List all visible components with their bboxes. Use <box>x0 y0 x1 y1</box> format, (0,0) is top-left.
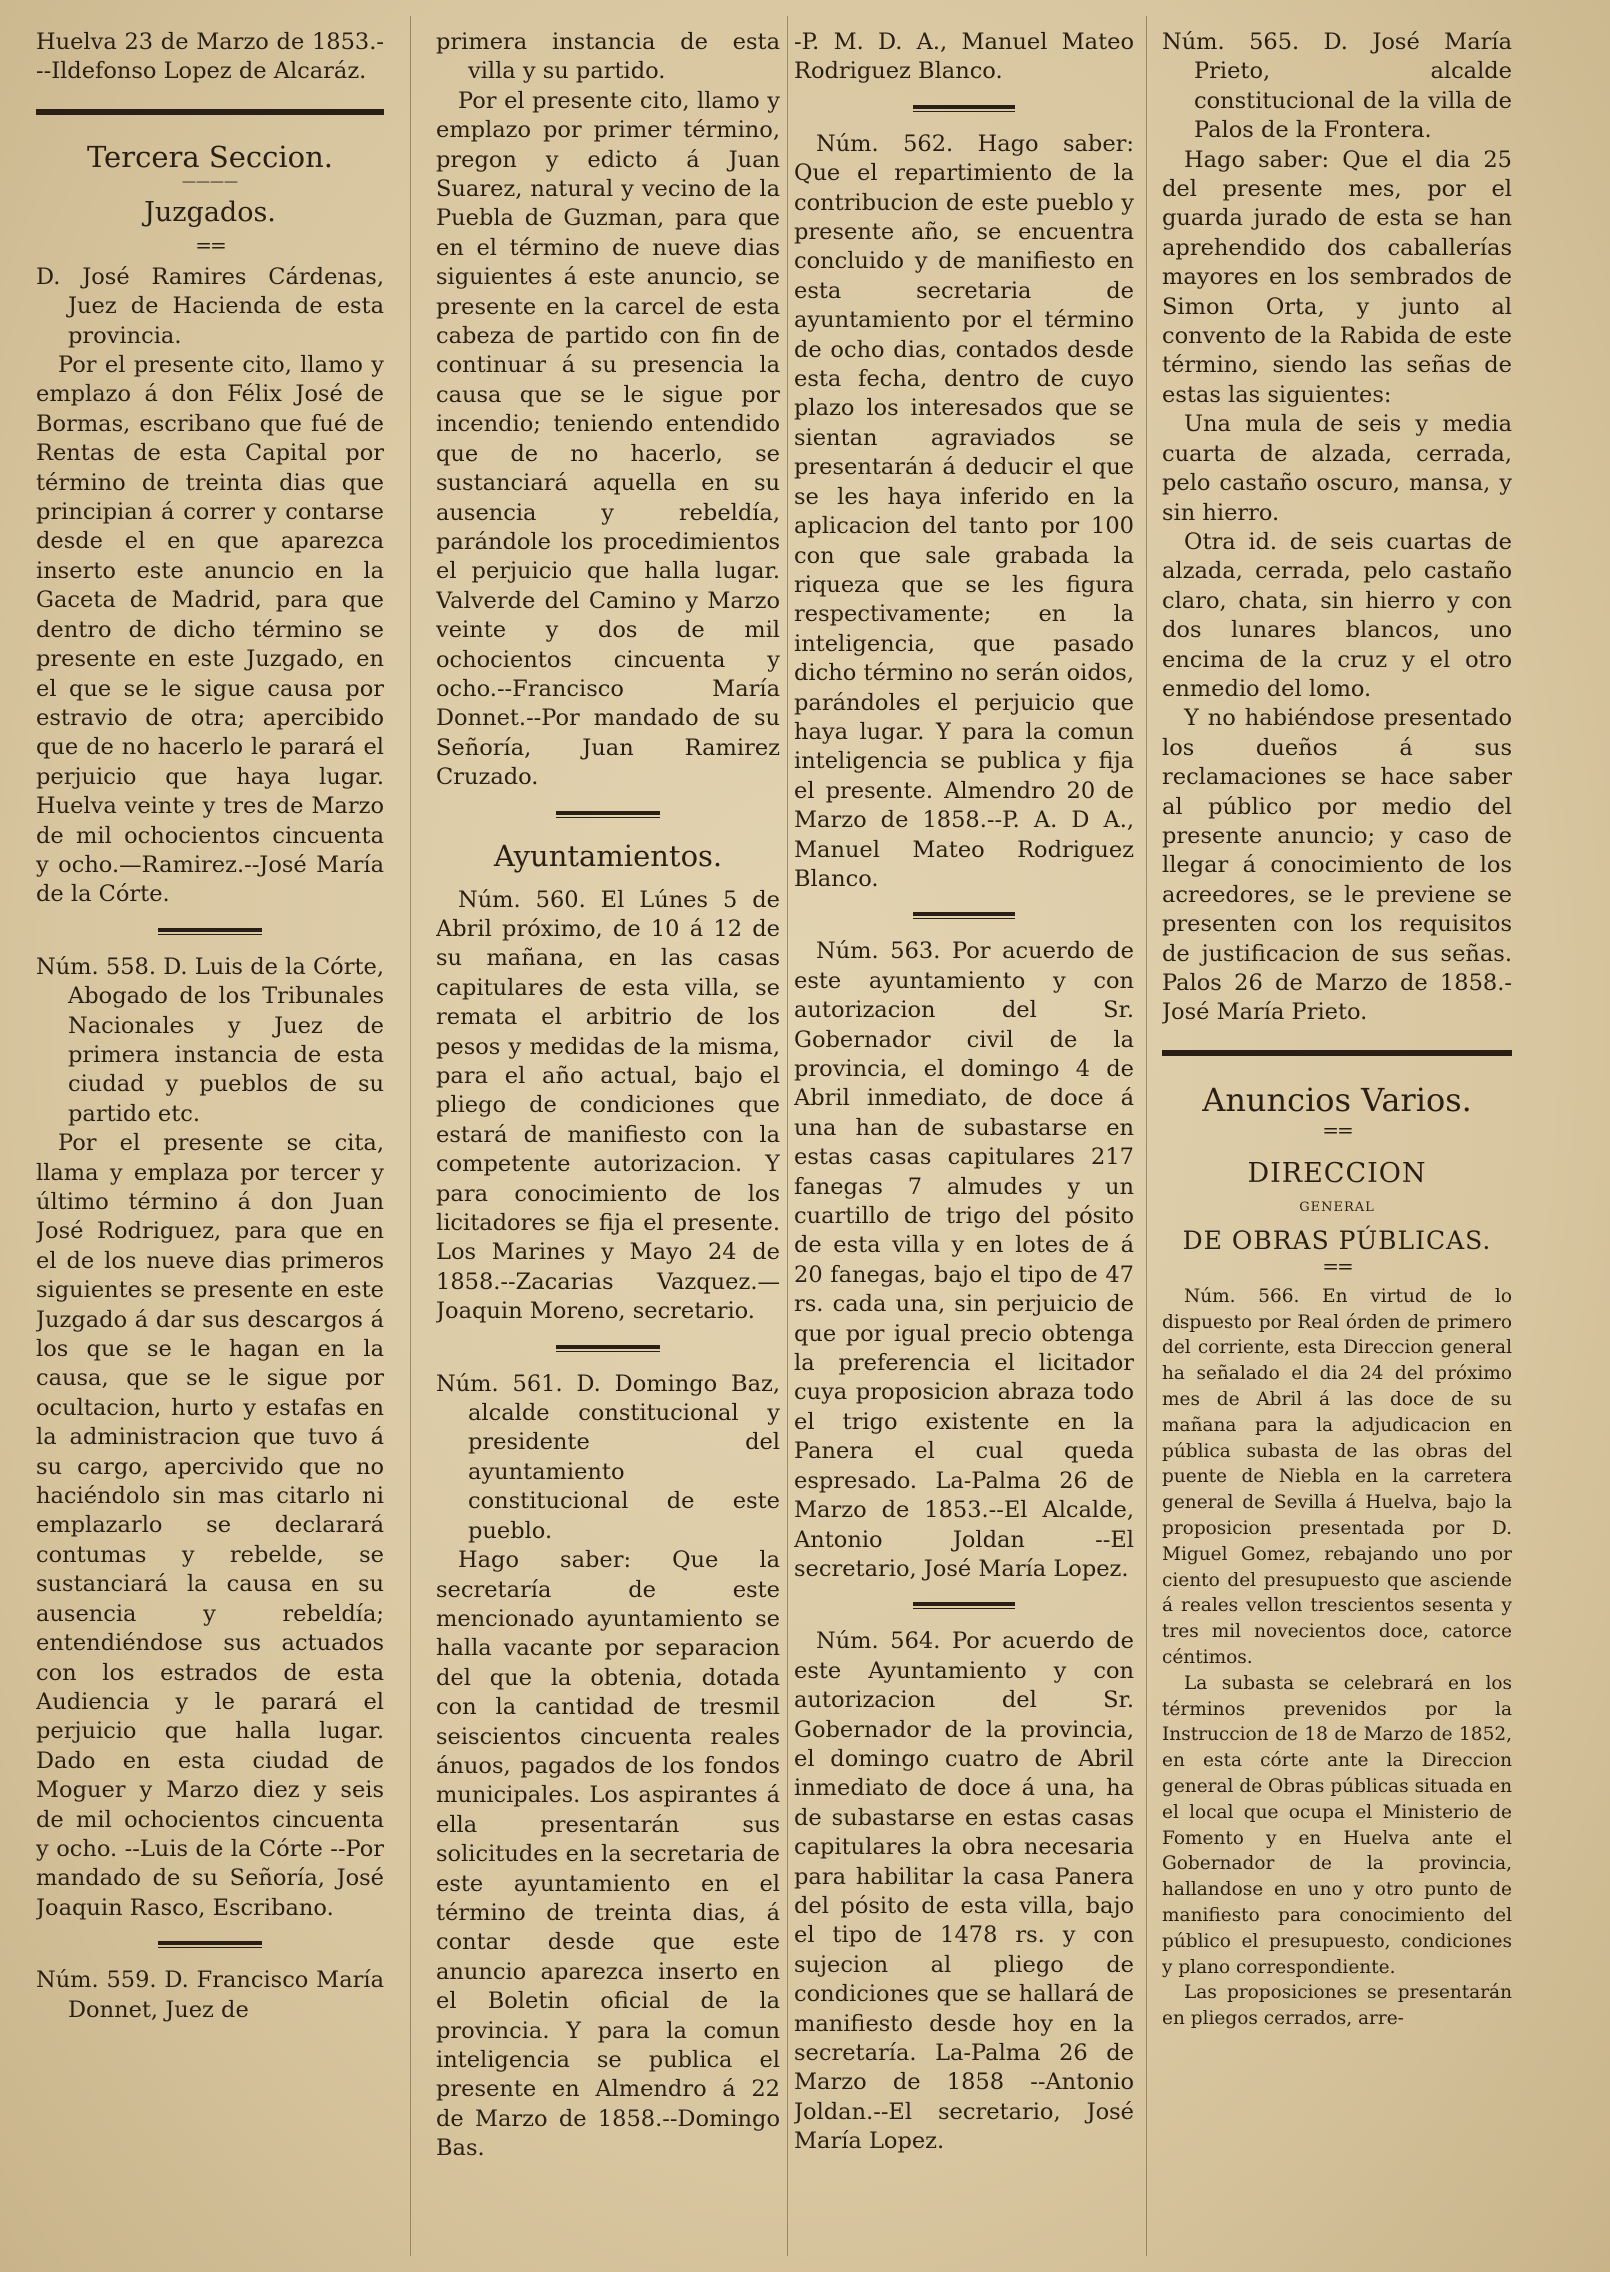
obras-heading: DE OBRAS PÚBLICAS. <box>1182 1225 1492 1255</box>
section-title: Ayuntamientos. <box>493 838 723 873</box>
notice-body: Núm. 566. En virtud de lo dispuesto por Real órden de primero del corriente, esta Direccion general ha señalado el dia 24 del próximo mes de Abril á las doce de su mañana para la adjudicacion en pública subasta de las obras del puente de Niebla en la carretera general de Sevilla á Huelva, bajo la proposicion presentada por D. Miguel Gomez, rebajando uno por ciento del presupuesto que asciende á reales vellon trescientos sesenta y tres mil novecientos doce, catorce céntimos. <box>1162 1285 1512 1668</box>
notice-body: Por el presente cito, llamo y emplazo por primer término, pregon y edicto á Juan Suarez, natural y vecino de la Puebla de Guzman, para que en el término de nueve dias siguientes á este anuncio, se presente en la carcel de esta cabeza de partido con fin de continuar á su presencia la causa que se le sigue por incendio; teniendo entendido que de no hacerlo, se sustanciará aquella en su ausencia y rebeldía, parándole los procedimientos el perjuicio que halla lugar. Valverde del Camino y Marzo veinte y dos de mil ochocientos cincuenta y ocho.--Francisco María Donnet.--Por mandado de su Señoría, Juan Ramirez Cruzado. <box>436 87 780 791</box>
notice-heading: Núm. 559. D. Francisco María Donnet, Juez de <box>36 1967 384 2023</box>
column-divider <box>1146 16 1147 2256</box>
notice-body: Y no habiéndose presentado los dueños á sus reclamaciones se hace saber al público por medio del presente anuncio; y caso de llegar á conocimiento de los acreedores, se le previene se presenten con los requisitos de justificacion de sus señas. Palos 26 de Marzo de 1858.-José María Prieto. <box>1162 705 1512 1026</box>
subsection-title: Juzgados. <box>144 196 276 228</box>
notice-continuation: primera instancia de esta villa y su partido. <box>436 29 780 85</box>
section-rule <box>1162 1050 1512 1056</box>
separator-rule <box>158 928 262 935</box>
separator-rule <box>556 811 659 818</box>
notice-body: Núm. 564. Por acuerdo de este Ayuntamiento y con autorizacion del Sr. Gobernador de la provincia, el domingo cuatro de Abril inmediato de doce á una, ha de subastarse en estas casas capitulares la obra necesaria para habilitar la casa Panera del pósito de esta villa, bajo el tipo de 1478 rs. y con sujecion al pliego de condiciones que se hallará de manifiesto desde hoy en la secretaría. La-Palma 26 de Marzo de 1858 --Antonio Joldan.--El secretario, José María Lopez. <box>794 1628 1134 2155</box>
section-title: Tercera Seccion. <box>86 139 334 174</box>
notice-heading: Núm. 565. D. José María Prieto, alcalde constitucional de la villa de Palos de la Frontera. <box>1162 29 1512 144</box>
dash-ornament: ———— <box>182 173 238 190</box>
notice-body: Una mula de seis y media cuarta de alzada, cerrada, pelo castaño oscuro, mansa, y sin hierro. <box>1162 411 1512 526</box>
notice-body: Las proposiciones se presentarán en pliegos cerrados, arre- <box>1162 1982 1512 2030</box>
notice-heading: Núm. 561. D. Domingo Baz, alcalde constitucional y presidente del ayuntamiento constitucional de este pueblo. <box>436 1370 780 1544</box>
equals-ornament: == <box>195 232 225 257</box>
notice-heading: Núm. 558. D. Luis de la Córte, Abogado de los Tribunales Nacionales y Juez de primera instancia de esta ciudad y pueblos de su partido etc. <box>36 953 384 1127</box>
section-title: Anuncios Varios. <box>1202 1080 1472 1119</box>
notice-body: Núm. 562. Hago saber: Que el repartimiento de la contribucion de este pueblo y presente año, se encuentra concluido y de manifiesto en esta secretaria de ayuntamiento por el término de ocho dias, contados desde esta fecha, dentro de cuyo plazo los interesados que se sientan agraviados se presentarán á deducir el que se les haya inferido en la aplicacion del tanto por 100 con que sale grabada la riqueza que se les figura respectivamente; en la inteligencia, que pasado dicho término no serán oidos, parándoles el perjuicio que haya lugar. Y para la comun inteligencia se publica y fija el presente. Almendro 20 de Marzo de 1858.--P. A. D A., Manuel Mateo Rodriguez Blanco. <box>794 130 1134 892</box>
column-3 <box>794 28 1134 2252</box>
separator-rule <box>158 1941 262 1948</box>
notice-body: Por el presente cito, llamo y emplazo á don Félix José de Bormas, escribano que fué de Rentas de esta Capital por término de treinta dias que principian á correr y contarse desde el en que aparezca inserto este anuncio en la Gaceta de Madrid, para que dentro de dicho término se presente en este Juzgado, en el que se le sigue causa por estravio de otra; apercibido que de no hacerlo le parará el perjuicio que haya lugar. Huelva veinte y tres de Marzo de mil ochocientos cincuenta y ocho.—Ramirez.--José María de la Córte. <box>36 352 384 908</box>
column-1 <box>36 28 384 2252</box>
notice-body: Núm. 563. Por acuerdo de este ayuntamiento y con autorizacion del Sr. Gobernador civil de la provincia, el domingo 4 de Abril inmediato, de doce á una han de subastarse en estas casas capitulares 217 fanegas 7 almudes y un cuartillo de trigo del pósito de esta villa y en lotes de á 20 fanegas, bajo el tipo de 47 rs. cada una, sin perjuicio de que por igual precio obtenga la preferencia el licitador cuya proposicion abraza todo el trigo existente en la Panera el cual queda espresado. La-Palma 26 de Marzo de 1853.--El Alcalde, Antonio Joldan --El secretario, José María Lopez. <box>794 938 1134 1582</box>
notice-body: Hago saber: Que la secretaría de este mencionado ayuntamiento se halla vacante por separacion del que la obtenia, dotada con la cantidad de tresmil seiscientos cincuenta reales ánuos, pagados de los fondos municipales. Los aspirantes á ella presentarán sus solicitudes en la secretaria de este ayuntamiento en el término de treinta dias, á contar desde que este anuncio aparezca inserto en el Boletin oficial de la provincia. Y para la comun inteligencia se publica el presente en Almendro á 22 de Marzo de 1858.--Domingo Bas. <box>436 1547 780 2162</box>
column-divider <box>410 16 411 2256</box>
notice-body: Núm. 560. El Lúnes 5 de Abril próximo, de 10 á 12 de su mañana, en las casas capitulares de esta villa, se remata el arbitrio de los pesos y medidas de la misma, para el año actual, bajo el pliego de condiciones que estará de manifiesto con la competente autorizacion. Y para conocimiento de los licitadores se fija el presente. Los Marines y Mayo 24 de 1858.--Zacarias Vazquez.—Joaquin Moreno, secretario. <box>436 886 780 1325</box>
notice-body: Otra id. de seis cuartas de alzada, cerrada, pelo castaño claro, chata, sin hierro y con dos lunares blancos, uno encima de la cruz y el otro enmedio del lomo. <box>1162 528 1512 702</box>
separator-rule <box>556 1345 659 1352</box>
separator-rule <box>913 1602 1015 1609</box>
equals-ornament: == <box>1322 1117 1352 1142</box>
signature-line: -P. M. D. A., Manuel Mateo Rodriguez Blanco. <box>794 29 1134 85</box>
notice-body: Por el presente se cita, llama y emplaza por tercer y último término á don Juan José Rodriguez, para que en el de los nueve dias primeros siguientes se presente en este Juzgado á dar sus descargos á los que se le hagan en la causa, que se le sigue por ocultacion, hurto y estafas en la administracion que tuvo á su cargo, apercivido que no haciéndolo sin mas citarlo ni emplazarlo se declarará contumas y rebelde, se sustanciará la causa en su ausencia y rebeldía; entendiéndose sus actuados con los estrados de esta Audiencia y le parará el perjuicio que halla lugar. Dado en esta ciudad de Moguer y Marzo diez y seis de mil ochocientos cincuenta y ocho. --Luis de la Córte --Por mandado de su Señoría, José Joaquin Rasco, Escribano. <box>36 1130 384 1921</box>
general-heading: GENERAL <box>1299 1199 1375 1215</box>
column-divider <box>787 16 788 2256</box>
signature-line: Huelva 23 de Marzo de 1853.---Ildefonso Lopez de Alcaráz. <box>36 29 384 85</box>
notice-body: Hago saber: Que el dia 25 del presente mes, por el guarda jurado de esta se han aprehendido dos caballerías mayores en los sembrados de Simon Orta, y junto al convento de la Rabida de este término, siendo las señas de estas las siguientes: <box>1162 146 1512 408</box>
column-2 <box>436 28 780 2252</box>
direction-heading: DIRECCION <box>1247 1157 1427 1189</box>
notice-heading: D. José Ramires Cárdenas, Juez de Hacienda de esta provincia. <box>36 263 384 349</box>
notice-body: La subasta se celebrará en los términos prevenidos por la Instruccion de 18 de Marzo de 1852, en esta córte ante la Direccion general de Obras públicas situada en el local que ocupa el Ministerio de Fomento y en Huelva ante el Gobernador de la provincia, hallandose en uno y otro punto de manifiesto para conocimiento del público el presupuesto, condiciones y plano correspondiente. <box>1162 1672 1512 1978</box>
column-4 <box>1162 28 1512 2252</box>
section-rule <box>36 109 384 115</box>
separator-rule <box>913 105 1015 112</box>
equals-ornament: == <box>1322 1253 1352 1278</box>
separator-rule <box>913 912 1015 919</box>
